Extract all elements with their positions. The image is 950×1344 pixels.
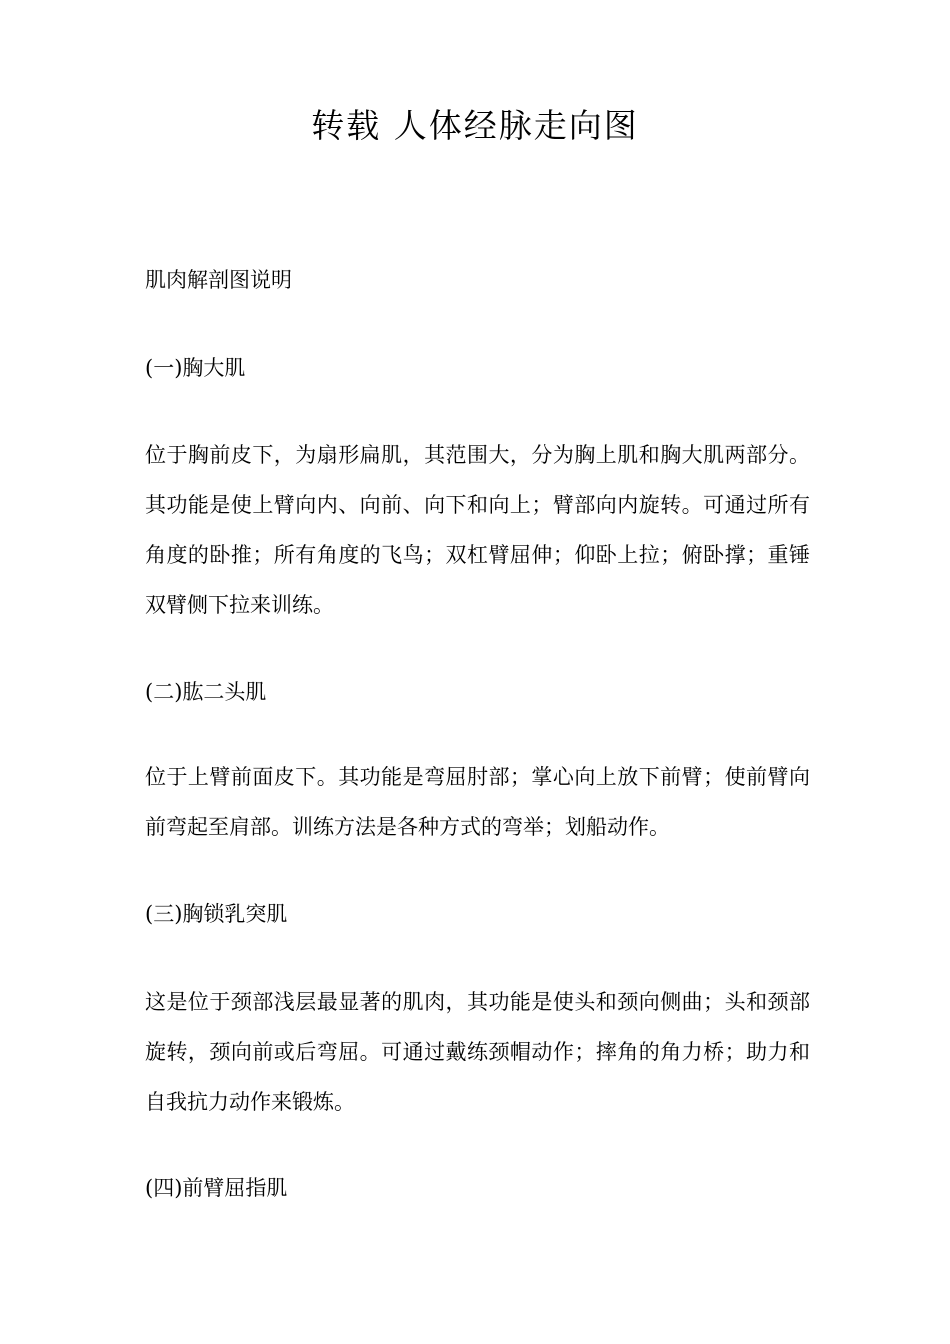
intro-heading: 肌肉解剖图说明 <box>145 268 292 292</box>
section-body-3: 这是位于颈部浅层最显著的肌肉，其功能是使头和颈向侧曲；头和颈部旋转，颈向前或后弯屈。可通过戴练颈帽动作；摔角的角力桥；助力和自我抗力动作来锻炼。 <box>145 990 810 1114</box>
section-heading-3: (三)胸锁乳突肌 <box>145 902 288 926</box>
section-heading-4: (四)前臂屈指肌 <box>145 1176 288 1200</box>
section-heading-2: (二)肱二头肌 <box>145 680 267 704</box>
section-body-1: 位于胸前皮下，为扇形扁肌，其范围大，分为胸上肌和胸大肌两部分。其功能是使上臂向内、向前、向下和向上；臂部向内旋转。可通过所有角度的卧推；所有角度的飞鸟；双杠臂屈伸；仰卧上拉；俯卧撑；重锤双臂侧下拉来训练。 <box>145 443 810 617</box>
section-body-2: 位于上臂前面皮下。其功能是弯屈肘部；掌心向上放下前臂；使前臂向前弯起至肩部。训练方法是各种方式的弯举；划船动作。 <box>145 765 810 839</box>
document-title: 转载 人体经脉走向图 <box>311 106 639 145</box>
section-heading-1: (一)胸大肌 <box>145 356 246 380</box>
